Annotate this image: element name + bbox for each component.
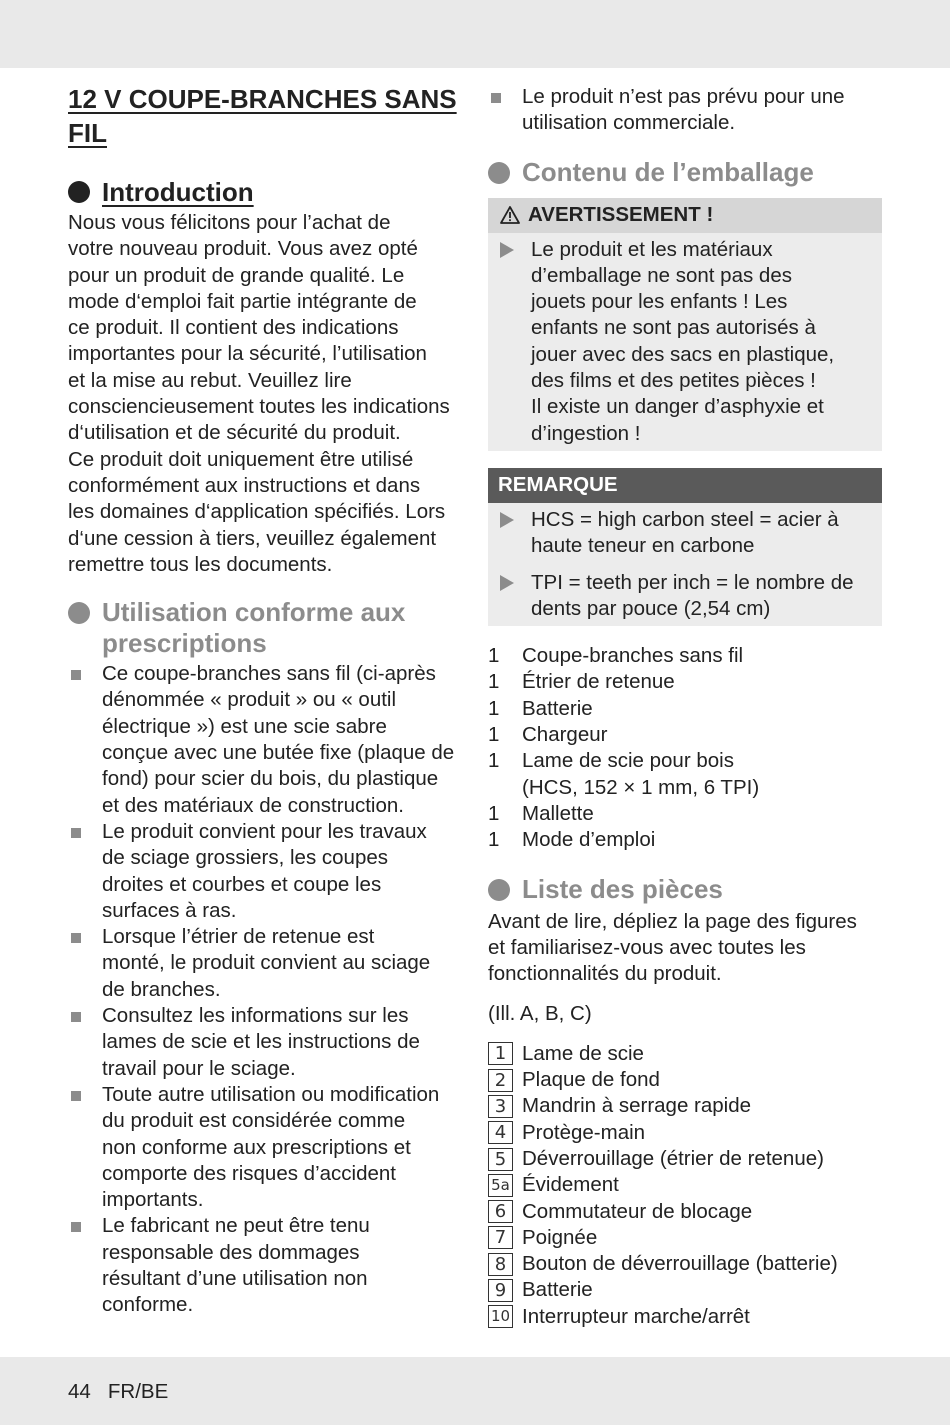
top-band: [0, 0, 950, 68]
introduction-heading: Introduction: [68, 176, 464, 208]
list-item: 5a Évidement: [488, 1172, 882, 1198]
list-item: 8 Bouton de déverrouillage (batterie): [488, 1251, 882, 1277]
part-number-box: 2: [488, 1069, 513, 1092]
note-item: HCS = high carbon steel = acier à haute teneur en carbone: [488, 507, 882, 560]
square-bullet-icon: [71, 670, 81, 680]
list-item: 5 Déverrouillage (étrier de retenue): [488, 1146, 882, 1172]
list-item: 1 Étrier de retenue: [488, 670, 675, 694]
part-number-box: 7: [488, 1226, 513, 1249]
page-footer: [68, 1380, 168, 1404]
left-column: [68, 82, 464, 1319]
usage-heading: Utilisation conforme aux prescriptions: [68, 597, 464, 659]
square-bullet-icon: [71, 828, 81, 838]
list-item: Toute autre utilisation ou modification du produit est considérée comme non conforme aux prescriptions et comporte des risques d’accident importants.: [68, 1082, 464, 1213]
list-item: 7 Poignée: [488, 1225, 882, 1251]
list-item: 1 Mode d’emploi: [488, 828, 656, 852]
parts-list: [488, 1041, 882, 1330]
parts-heading: Liste des pièces: [488, 874, 882, 905]
list-item: Le produit n’est pas prévu pour une utilisation commerciale.: [488, 84, 882, 137]
square-bullet-icon: [71, 1222, 81, 1232]
list-item: 9 Batterie: [488, 1277, 882, 1303]
language-code: FR/BE: [107, 1380, 169, 1403]
bullet-dot-icon: [68, 602, 90, 624]
list-item: 1 Coupe-branches sans fil: [488, 644, 744, 668]
part-number-box: 5a: [488, 1174, 513, 1197]
package-contents-list: [488, 643, 882, 853]
bullet-dot-icon: [488, 879, 510, 901]
list-item: 4 Protège-main: [488, 1120, 882, 1146]
list-item: Ce coupe-branches sans fil (ci-après dénommée « produit » ou « outil électrique ») est une scie sabre conçue avec une butée fixe (plaque de fond) pour scier du bois, du plastique et des matériaux de construction.: [68, 661, 464, 819]
list-item: 1 Mallette: [488, 801, 594, 825]
warning-header: AVERTISSEMENT !: [488, 198, 882, 233]
right-column: [488, 84, 882, 1330]
package-heading: Contenu de l’emballage: [488, 157, 882, 188]
list-item: Consultez les informations sur les lames de scie et les instructions de travail pour le sciage.: [68, 1003, 464, 1082]
warning-box: [488, 198, 882, 451]
list-item: Lorsque l’étrier de retenue est monté, le produit convient au sciage de branches.: [68, 924, 464, 1003]
square-bullet-icon: [491, 93, 501, 103]
bullet-dot-icon: [488, 162, 510, 184]
warning-item: Le produit et les matériaux d’emballage ne sont pas des jouets pour les enfants ! Les enfants ne sont pas autorisés à jouer avec des sacs en plastique, des films et des petites pièces ! Il existe un danger d’asphyxie et d’ingestion !: [488, 237, 882, 447]
triangle-bullet-icon: [500, 575, 514, 591]
triangle-bullet-icon: [500, 242, 514, 258]
part-number-box: 5: [488, 1148, 513, 1171]
square-bullet-icon: [71, 1091, 81, 1101]
bullet-dot-icon: [68, 181, 90, 203]
list-item: 10 Interrupteur marche/arrêt: [488, 1304, 882, 1330]
list-item: 1 Chargeur: [488, 723, 608, 747]
part-number-box: 9: [488, 1279, 513, 1302]
list-item: 1 Batterie: [488, 696, 593, 720]
list-item: Le fabricant ne peut être tenu responsable des dommages résultant d’une utilisation non conforme.: [68, 1213, 464, 1318]
document-title: 12 V COUPE-BRANCHES SANS FIL: [68, 84, 457, 148]
part-number-box: 6: [488, 1200, 513, 1223]
square-bullet-icon: [71, 1012, 81, 1022]
part-number-box: 8: [488, 1253, 513, 1276]
list-item: 3 Mandrin à serrage rapide: [488, 1093, 882, 1119]
part-number-box: 10: [488, 1305, 513, 1328]
part-number-box: 3: [488, 1095, 513, 1118]
note-box: [488, 468, 882, 626]
parts-intro: Avant de lire, dépliez la page des figures et familiarisez-vous avec toutes les fonctionnalités du produit.: [488, 909, 857, 986]
usage-list: [68, 661, 464, 1318]
list-item: 6 Commutateur de blocage: [488, 1199, 882, 1225]
page-number: 44: [68, 1380, 91, 1403]
warning-triangle-icon: [500, 206, 520, 224]
list-item: 1 Lame de scie pour bois (HCS, 152 × 1 mm, 6 TPI): [488, 749, 760, 799]
part-number-box: 1: [488, 1042, 513, 1065]
list-item: Le produit convient pour les travaux de sciage grossiers, les coupes droites et courbes et coupe les surfaces à ras.: [68, 819, 464, 924]
triangle-bullet-icon: [500, 512, 514, 528]
note-item: TPI = teeth per inch = le nombre de dents par pouce (2,54 cm): [488, 570, 882, 623]
list-item: 1 Lame de scie: [488, 1041, 882, 1067]
square-bullet-icon: [71, 933, 81, 943]
note-header: REMARQUE: [488, 468, 882, 503]
list-item: 2 Plaque de fond: [488, 1067, 882, 1093]
part-number-box: 4: [488, 1121, 513, 1144]
illustration-reference: (Ill. A, B, C): [488, 1002, 592, 1026]
introduction-text: Nous vous félicitons pour l’achat de votre nouveau produit. Vous avez opté pour un produit de grande qualité. Le mode d‘emploi fait partie intégrante de ce produit. Il contient des indications importantes pour la sécurité, l’utilisation et la mise au rebut. Veuillez lire consciencieusement toutes les indications d‘utilisation et de sécurité du produit. Ce produit doit uniquement être utilisé conformément aux instructions et dans les domaines d‘application spécifiés. Lors d‘une cession à tiers, veuillez également remettre tous les documents.: [68, 211, 450, 576]
